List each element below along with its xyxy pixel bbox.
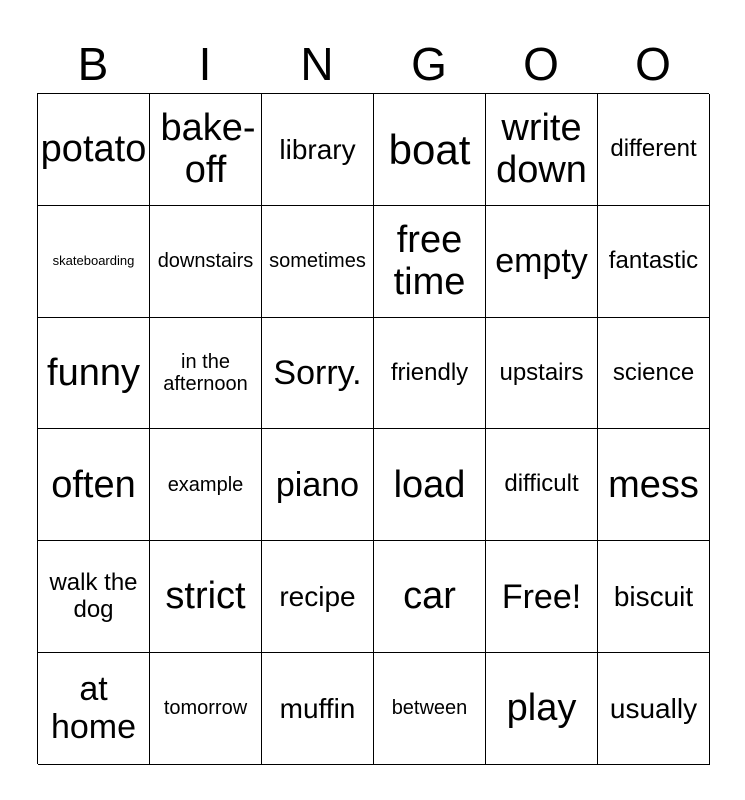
cell-text: between bbox=[391, 697, 468, 720]
cell-text: free time bbox=[393, 218, 466, 304]
header-letter-b: B bbox=[77, 38, 109, 90]
bingo-cell[interactable] bbox=[598, 206, 710, 318]
bingo-cell[interactable] bbox=[150, 94, 262, 206]
header-letter-i: I bbox=[198, 38, 212, 90]
bingo-cell[interactable] bbox=[486, 206, 598, 318]
bingo-cell[interactable] bbox=[150, 206, 262, 318]
bingo-cell[interactable] bbox=[262, 318, 374, 430]
bingo-cell[interactable] bbox=[262, 206, 374, 318]
bingo-cell[interactable] bbox=[38, 94, 150, 206]
bingo-cell[interactable] bbox=[486, 429, 598, 541]
cell-text: at home bbox=[50, 670, 137, 747]
bingo-cell[interactable] bbox=[38, 541, 150, 653]
bingo-cell[interactable] bbox=[374, 653, 486, 765]
cell-text: bake-off bbox=[160, 106, 256, 192]
bingo-cell[interactable] bbox=[374, 541, 486, 653]
cell-text: tomorrow bbox=[163, 697, 248, 720]
bingo-cell[interactable] bbox=[374, 429, 486, 541]
cell-text: funny bbox=[47, 351, 140, 394]
bingo-cell[interactable] bbox=[38, 206, 150, 318]
bingo-cell[interactable] bbox=[374, 318, 486, 430]
cell-text: muffin bbox=[279, 692, 356, 724]
cell-text: Free! bbox=[501, 577, 582, 616]
bingo-cell[interactable] bbox=[486, 653, 598, 765]
bingo-cell[interactable] bbox=[598, 94, 710, 206]
cell-text: science bbox=[612, 358, 695, 386]
bingo-cell[interactable] bbox=[262, 541, 374, 653]
cell-text: potato bbox=[40, 128, 147, 171]
cell-text: library bbox=[279, 133, 356, 165]
bingo-cell[interactable] bbox=[598, 653, 710, 765]
cell-text: strict bbox=[165, 575, 246, 618]
bingo-cell[interactable] bbox=[150, 541, 262, 653]
bingo-cell[interactable] bbox=[598, 429, 710, 541]
cell-text: recipe bbox=[279, 580, 356, 612]
bingo-cell[interactable] bbox=[38, 318, 150, 430]
bingo-cell[interactable] bbox=[598, 541, 710, 653]
bingo-cell[interactable] bbox=[262, 653, 374, 765]
cell-text: write down bbox=[496, 106, 587, 192]
bingo-header bbox=[37, 36, 709, 92]
cell-text: upstairs bbox=[499, 358, 584, 386]
bingo-cell[interactable] bbox=[486, 541, 598, 653]
header-letter-o1: O bbox=[523, 38, 559, 90]
cell-text: play bbox=[506, 687, 577, 730]
cell-text: downstairs bbox=[157, 250, 254, 272]
cell-text: different bbox=[610, 134, 697, 162]
cell-text: fantastic bbox=[608, 246, 699, 274]
cell-text: skateboarding bbox=[52, 252, 135, 268]
cell-text: car bbox=[403, 575, 456, 618]
header-letter-o2: O bbox=[635, 38, 671, 90]
header-letter-n: N bbox=[300, 38, 334, 90]
bingo-cell[interactable] bbox=[262, 429, 374, 541]
header-letter-g: G bbox=[411, 38, 447, 90]
cell-text: sometimes bbox=[269, 250, 366, 272]
bingo-cell[interactable] bbox=[150, 318, 262, 430]
bingo-cell[interactable] bbox=[150, 653, 262, 765]
bingo-cell[interactable] bbox=[486, 318, 598, 430]
cell-text: friendly bbox=[390, 358, 469, 386]
cell-text: often bbox=[51, 463, 136, 506]
bingo-cell[interactable] bbox=[150, 429, 262, 541]
bingo-cell[interactable] bbox=[38, 429, 150, 541]
bingo-cell[interactable] bbox=[486, 94, 598, 206]
bingo-cell[interactable] bbox=[598, 318, 710, 430]
bingo-cell[interactable] bbox=[38, 653, 150, 765]
bingo-board bbox=[37, 93, 709, 764]
cell-text: piano bbox=[275, 465, 360, 504]
cell-text: in the afternoon bbox=[163, 350, 248, 395]
bingo-cell[interactable] bbox=[374, 206, 486, 318]
cell-text: example bbox=[167, 473, 244, 496]
cell-text: boat bbox=[388, 125, 471, 173]
bingo-cell[interactable] bbox=[262, 94, 374, 206]
cell-text: empty bbox=[495, 242, 588, 281]
cell-text: mess bbox=[608, 463, 699, 506]
cell-text: Sorry. bbox=[273, 353, 362, 392]
cell-text: difficult bbox=[504, 470, 579, 498]
bingo-cell[interactable] bbox=[374, 94, 486, 206]
cell-text: walk the dog bbox=[49, 568, 138, 623]
cell-text: biscuit bbox=[613, 580, 694, 612]
cell-text: usually bbox=[609, 692, 698, 724]
cell-text: load bbox=[393, 463, 466, 506]
